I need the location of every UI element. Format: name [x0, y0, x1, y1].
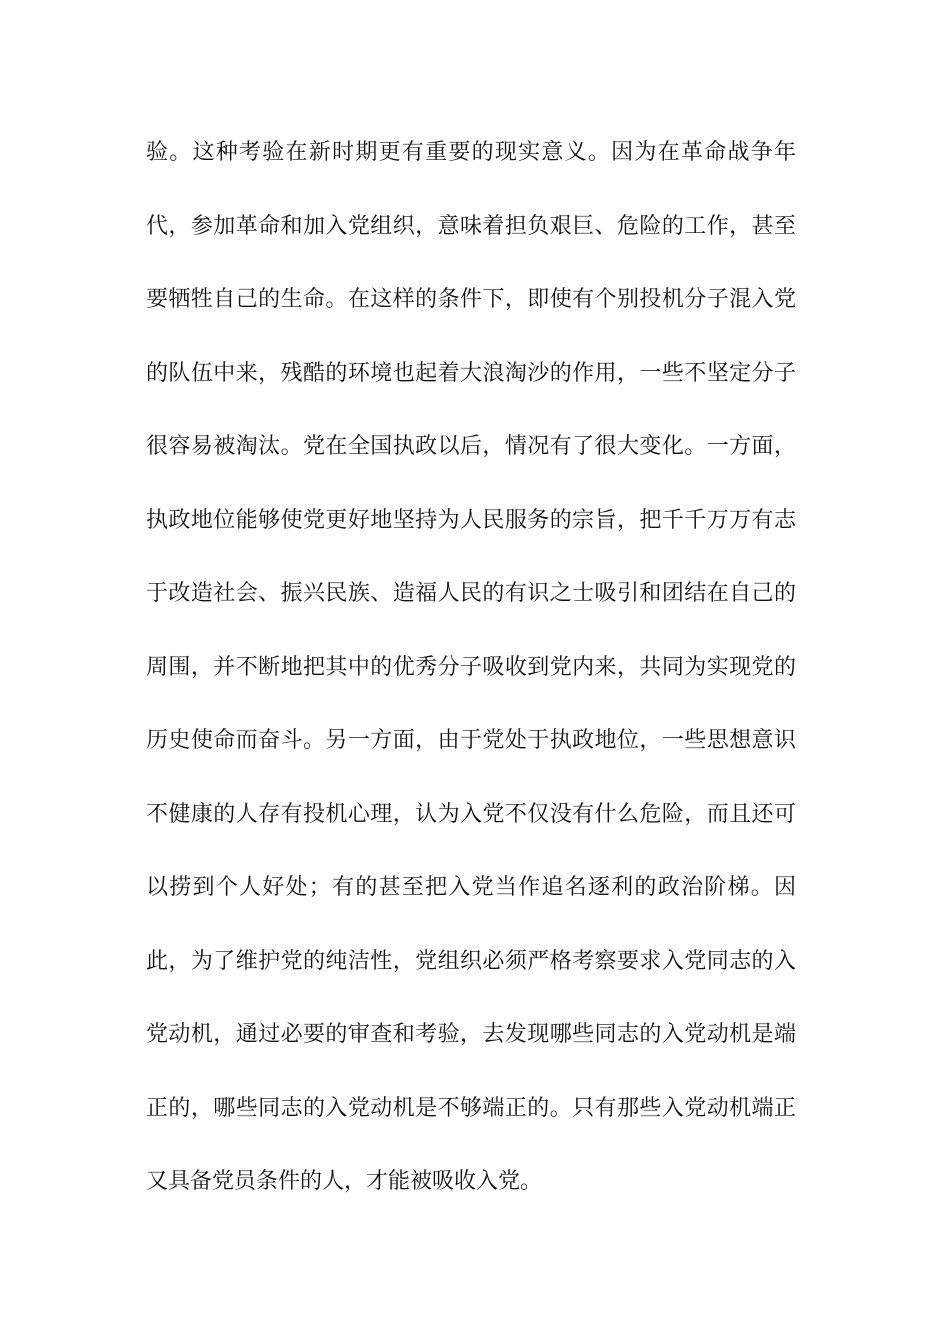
text-line: 正的，哪些同志的入党动机是不够端正的。只有那些入党动机端正	[146, 1095, 796, 1121]
text-line: 又具备党员条件的人，才能被吸收入党。	[146, 1169, 543, 1194]
text-line: 党动机，通过必要的审查和考验，去发现哪些同志的入党动机是端	[146, 1022, 796, 1047]
text-line: 于改造社会、振兴民族、造福人民的有识之士吸引和团结在自己的	[146, 581, 796, 606]
body-text	[146, 130, 796, 1233]
text-line: 以捞到个人好处；有的甚至把入党当作追名逐利的政治阶梯。因	[146, 875, 796, 900]
text-line: 周围，并不断地把其中的优秀分子吸收到党内来，共同为实现党的	[146, 654, 796, 680]
text-line: 执政地位能够使党更好地坚持为人民服务的宗旨，把千千万万有志	[146, 507, 796, 533]
text-line: 很容易被淘汰。党在全国执政以后，情况有了很大变化。一方面，	[146, 434, 796, 459]
text-line: 此，为了维护党的纯洁性，党组织必须严格考察要求入党同志的入	[146, 948, 796, 974]
text-line: 的队伍中来，残酷的环境也起着大浪淘沙的作用，一些不坚定分子	[146, 360, 796, 386]
text-line: 验。这种考验在新时期更有重要的现实意义。因为在革命战争年	[146, 140, 796, 165]
text-line: 不健康的人存有投机心理，认为入党不仅没有什么危险，而且还可	[146, 801, 796, 827]
text-line: 代，参加革命和加入党组织，意味着担负艰巨、危险的工作，甚至	[146, 213, 796, 239]
text-line: 历史使命而奋斗。另一方面，由于党处于执政地位，一些思想意识	[146, 728, 796, 753]
text-line: 要牺牲自己的生命。在这样的条件下，即使有个别投机分子混入党	[146, 287, 796, 312]
